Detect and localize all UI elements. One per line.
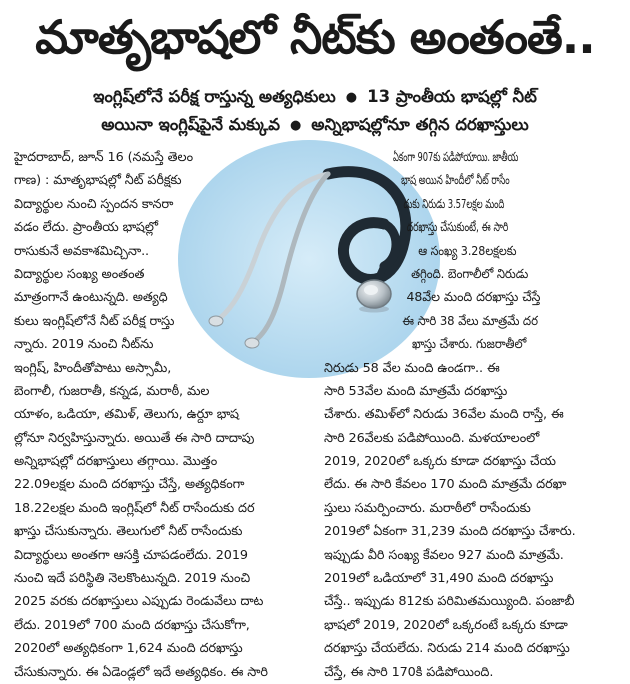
article-line: విద్యార్థుల సంఖ్య అంతంత — [14, 266, 145, 282]
article-line: 18.22లక్షల మంది ఇంగ్లిష్‌లో నీట్ రాసేందుకు దర — [14, 500, 255, 516]
article-line: ఆ సంఖ్య 3.28లక్షలకు — [418, 243, 517, 259]
article-line: భాష అయిన హిందీలో నీట్ రాసేం — [401, 173, 510, 189]
article-line: నుంచి ఇదే పరిస్థితి నెలకొంటున్నది. 2019 నుంచి — [14, 571, 251, 587]
article-line: లేదు. ఈ సారి కేవలం 170 మంది మాత్రమే దరఖా — [324, 477, 567, 493]
article-line: చేసుకున్నారు. ఈ ఏడెండ్లలో ఇదే అత్యధికం. ఈ సారి — [14, 664, 268, 680]
article-line: లేదు. 2019లో 700 మంది దరఖాస్తు చేసుకోగా, — [14, 617, 250, 633]
article-line: విద్యార్థులు అంతగా ఆసక్తి చూపడంలేదు. 2019 — [14, 547, 248, 563]
article-line: 2019, 2020లో ఒక్కరు కూడా దరఖాస్తు చేయ — [324, 454, 556, 470]
article-line: ల్లోనూ నిర్వహిస్తున్నారు. అయితే ఈ సారి దాదాపు — [14, 430, 255, 446]
article-line: ఇంగ్లిష్, హిందీతోపాటు అస్సామీ, — [14, 360, 172, 376]
article-line: 48వేల మంది దరఖాస్తు చేస్తే — [406, 290, 541, 306]
article-line: విద్యార్థుల నుంచి స్పందన కానరా — [14, 196, 174, 212]
subhead-item: 13 ప్రాంతీయ భాషల్లో నీట్ — [367, 87, 537, 106]
article-line: దరఖాస్తు చేయలేదు. నిరుడు 214 మంది దరఖాస్తు — [324, 641, 570, 657]
article-left-column — [14, 146, 268, 684]
article-line: ఏకంగా 907కు పడిపోయాయి. జాతీయ — [393, 150, 519, 165]
article-line: అన్నిభాషల్లో దరఖాస్తులు తగ్గాయి. మొత్తం — [14, 454, 218, 470]
article-line: 2019లో ఏకంగా 31,239 మంది దరఖాస్తు చేశారు. — [324, 524, 576, 540]
article-line: హైదరాబాద్, జూన్ 16 (నమస్తే తెలం — [14, 150, 193, 165]
article-right-column — [324, 146, 622, 684]
article-line: సారి 53వేల మంది మాత్రమే దరఖాస్తు — [324, 383, 508, 399]
subhead-item: అయినా ఇంగ్లిష్‌పైనే మక్కువ — [101, 115, 280, 134]
subhead-line-1 — [0, 84, 630, 111]
subhead-item: అన్నిభాషల్లోనూ తగ్గిన దరఖాస్తులు — [311, 115, 529, 134]
article-line: చేస్తే.. ఇప్పుడు 812కు పరిమితమయ్యింది. పంజాబీ — [324, 594, 575, 610]
article-line: స్తులు సమర్పించారు. మరాఠీలో రాసేందుకు — [324, 500, 531, 516]
article-line: న్నారు. 2019 నుంచి నీట్‌ను — [14, 337, 154, 353]
article-line: 2020లో అత్యధికంగా 1,624 మంది దరఖాస్తు — [14, 641, 243, 657]
article-line: భాషలో 2019, 2020లో ఒక్కరంటే ఒక్కరు కూడా — [324, 617, 568, 633]
article-line: 2019లో ఒడియాలో 31,490 మంది దరఖాస్తు — [324, 571, 554, 587]
article-line: సారి 26వేలకు పడిపోయింది. మళయాలంలో — [324, 430, 540, 446]
subhead-item: ఇంగ్లిష్‌లోనే పరీక్ష రాస్తున్న అత్యధికులు — [93, 87, 336, 106]
article-line: బెంగాలీ, గుజరాతీ, కన్నడ, మరాఠీ, మల — [14, 383, 210, 399]
article-line: 2025 వరకు దరఖాస్తులు ఎప్పుడు రెండువేలు దాట — [14, 594, 264, 610]
article-line: మాత్రంగానే ఉంటున్నది. అత్యధి — [14, 290, 168, 306]
article-line: నిరుడు 58 వేల మంది ఉండగా.. ఈ — [324, 360, 500, 376]
bullet-icon: ● — [345, 89, 358, 105]
article-line: గాణ) : మాతృభాషల్లో నీట్ పరీక్షకు — [14, 173, 182, 189]
article-line: ఈ సారి 38 వేలు మాత్రమే దర — [402, 313, 538, 329]
article-line: కులు ఇంగ్లిష్‌లోనే నీట్ పరీక్ష రాస్తు — [14, 313, 175, 329]
article-line: చేస్తే, ఈ సారి 170కి పడిపోయింది. — [324, 664, 494, 680]
article-line: వడం లేదు. ప్రాంతీయ భాషల్లో — [14, 220, 158, 236]
article-line: 22.09లక్షల మంది దరఖాస్తు చేస్తే, అత్యధికంగా — [14, 477, 245, 493]
article-line: ఖాస్తు చేశారు. గుజరాతీలో — [412, 337, 527, 353]
article-line: ఖాస్తు చేసుకున్నారు. తెలుగులో నీట్ రాసేందుకు — [14, 524, 243, 540]
article-line: ఇప్పుడు వీరి సంఖ్య కేవలం 927 మంది మాత్రమే. — [324, 547, 564, 563]
article-line: దరఖాస్తు చేసుకుంటే, ఈ సారి — [406, 220, 509, 236]
bullet-icon: ● — [289, 117, 302, 133]
headline: మాతృభాషలో నీట్‌కు అంతంతే.. — [35, 10, 595, 64]
article-line: చేశారు. తమిళ్‌లో నిరుడు 36వేల మంది రాస్తే, ఈ — [324, 407, 564, 423]
article-line: తగ్గింది. బెంగాలీలో నిరుడు — [411, 266, 529, 282]
article-line: రాసుకునే అవకాశమిచ్చినా.. — [14, 243, 150, 259]
article-line: యాళం, ఒడియా, తమిళ్, తెలుగు, ఉర్దూ భాష — [14, 407, 239, 423]
article-line: దుకు నిరుడు 3.57లక్షల మంది — [403, 196, 505, 212]
subhead-line-2 — [0, 112, 630, 139]
